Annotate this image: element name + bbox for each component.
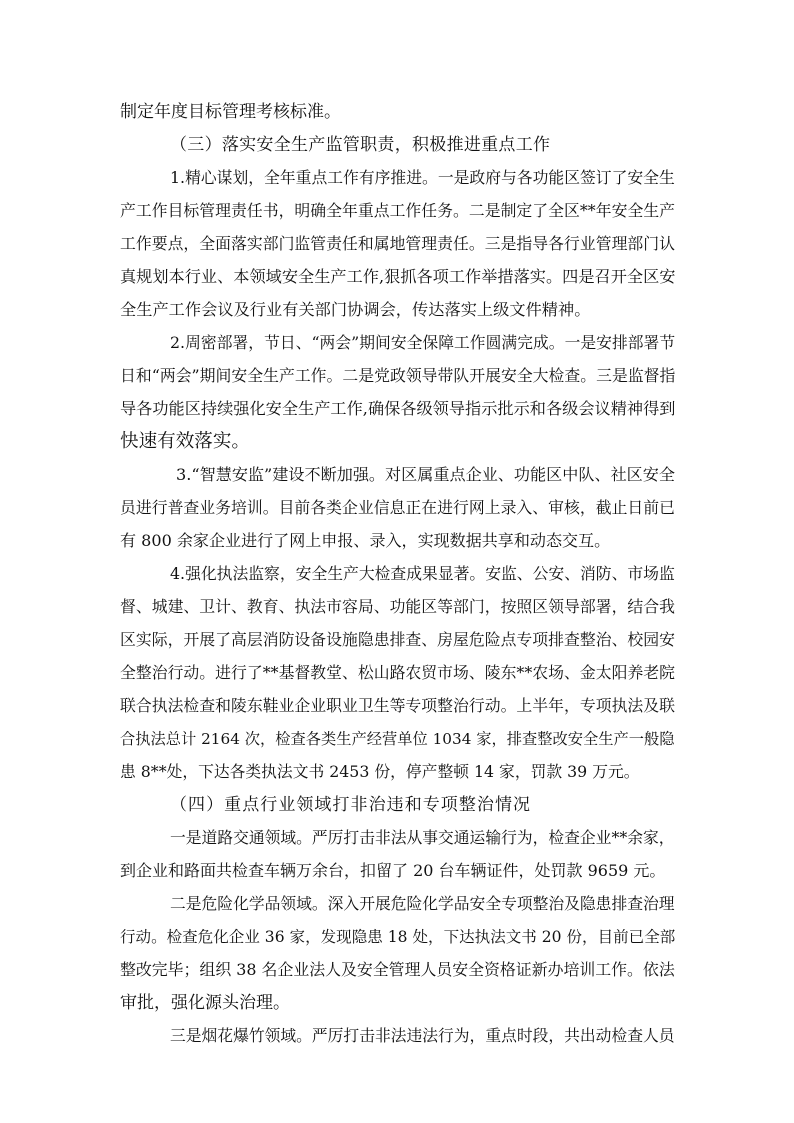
paragraph-line: 3.“智慧安监”建设不断加强。对区属重点企业、功能区中队、社区安全 <box>176 465 676 484</box>
paragraph-line: 1.精心谋划，全年重点工作有序推进。一是政府与各功能区签订了安全生 <box>170 168 675 187</box>
paragraph-line: 4.强化执法监察，安全生产大检查成果显著。安监、公安、消防、市场监 <box>170 564 675 583</box>
paragraph-line: 整改完毕；组织 38 名企业法人及安全管理人员安全资格证新办培训工作。依法 <box>120 960 675 979</box>
paragraph-line: 快速有效落实。 <box>120 431 250 452</box>
paragraph-line: 2.周密部署，节日、“两会”期间安全保障工作圆满完成。一是安排部署节 <box>170 333 676 352</box>
section-heading: （三）落实安全生产监管职责，积极推进重点工作 <box>170 135 551 155</box>
paragraph-line: 到企业和路面共检查车辆万余台，扣留了 20 台车辆证件，处罚款 9659 元。 <box>120 861 666 880</box>
paragraph-line: 全整治行动。进行了**基督教堂、松山路农贸市场、陵东**农场、金太阳养老院 <box>120 663 676 682</box>
paragraph-line: 区实际，开展了高层消防设备设施隐患排查、房屋危险点专项排查整治、校园安 <box>120 630 675 649</box>
paragraph-line: 导各功能区持续强化安全生产工作,确保各级领导指示批示和各级会议精神得到 <box>120 399 676 418</box>
paragraph-line: 工作要点，全面落实部门监管责任和属地管理责任。三是指导各行业管理部门认 <box>120 234 675 253</box>
paragraph-line: 员进行普查业务培训。目前各类企业信息正在进行网上录入、审核，截止日前已 <box>120 498 675 517</box>
paragraph-line: 行动。检查危化企业 36 家，发现隐患 18 处，下达执法文书 20 份，目前已全部 <box>120 928 676 946</box>
paragraph-line: 日和“两会”期间安全生产工作。二是党政领导带队开展安全大检查。三是监督指 <box>120 366 676 385</box>
paragraph-line: 审批，强化源头治理。 <box>120 993 290 1013</box>
paragraph-line: 产工作目标管理责任书，明确全年重点工作任务。二是制定了全区**年安全生产 <box>120 201 676 220</box>
paragraph-line: 全生产工作会议及行业有关部门协调会，传达落实上级文件精神。 <box>120 300 591 319</box>
section-heading: （四）重点行业领域打非治违和专项整治情况 <box>170 795 532 815</box>
paragraph-line: 有 800 余家企业进行了网上申报、录入，实现数据共享和动态交互。 <box>120 531 611 550</box>
paragraph-line: 真规划本行业、本领域安全生产工作,狠抓各项工作举措落实。四是召开全区安 <box>120 267 676 286</box>
paragraph-line: 督、城建、卫计、教育、执法市容局、功能区等部门，按照区领导部署，结合我 <box>120 597 675 616</box>
paragraph-line: 二是危险化学品领域。深入开展危险化学品安全专项整治及隐患排查治理 <box>170 894 675 913</box>
paragraph-line: 三是烟花爆竹领域。严厉打击非法违法行为，重点时段，共出动检查人员 <box>170 1026 675 1045</box>
paragraph-line: 患 8**处，下达各类执法文书 2453 份，停产整顿 14 家，罚款 39 万元。 <box>120 762 640 781</box>
text-line: 制定年度目标管理考核标准。 <box>120 102 341 122</box>
paragraph-line: 合执法总计 2164 次，检查各类生产经营单位 1034 家，排查整改安全生产一般隐 <box>120 730 675 748</box>
paragraph-line: 一是道路交通领域。严厉打击非法从事交通运输行为，检查企业**余家， <box>170 828 675 847</box>
paragraph-line: 联合执法检查和陵东鞋业企业职业卫生等专项整治行动。上半年，专项执法及联 <box>120 696 675 715</box>
